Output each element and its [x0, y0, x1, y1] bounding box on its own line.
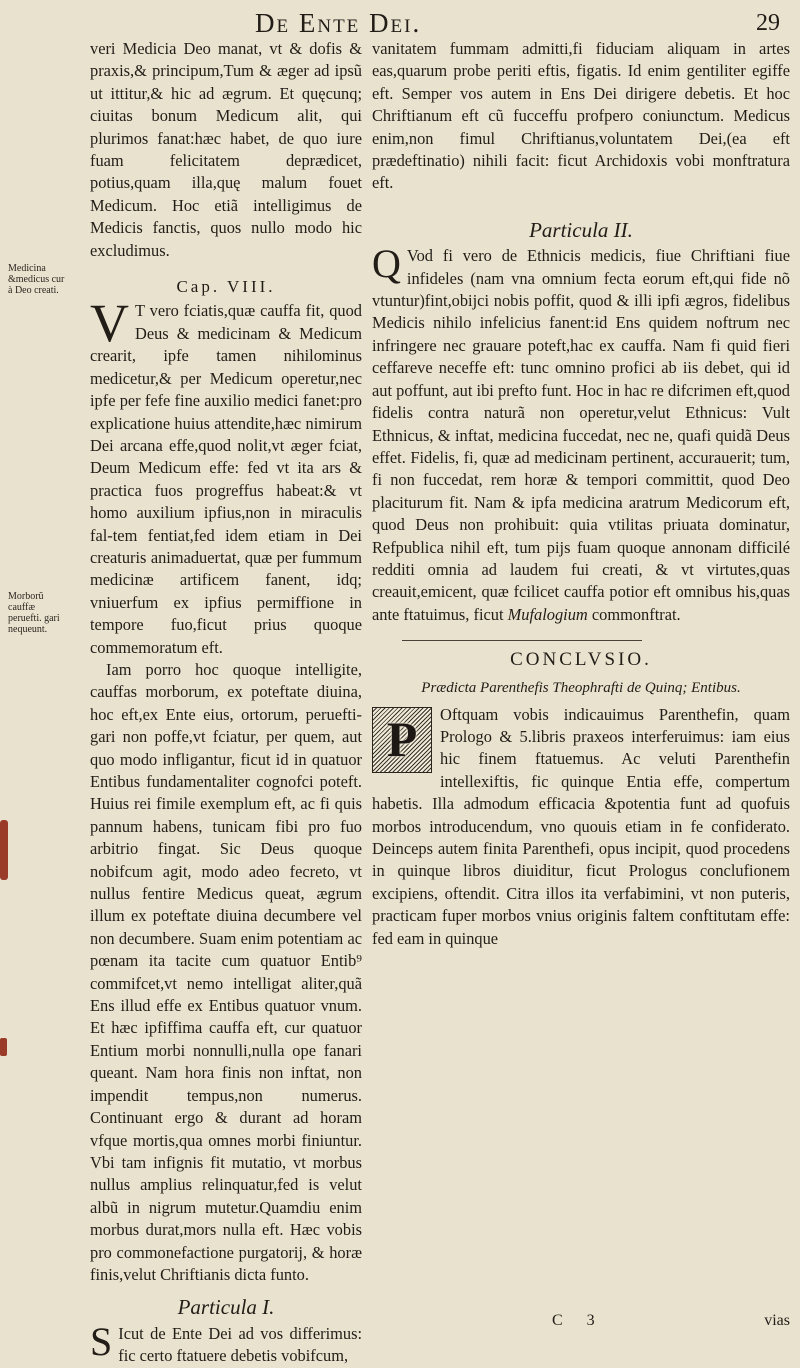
paragraph: veri Medicia Deo manat, vt & dofis & praxis,& principum,Tum & æger ad ipsũ ut ittitur,& hic ad ægrum. Et quęcunq; ciuitas bonum Medicum alit, qui plurimos fanat:hæc habet, de quo iure fuam felicitatem deprædicet, potius,quam illa,quę malum fouet Medicum. Hoc etiã intelligimus de Medicis fanctis, quos nullo modo hic excludimus. [90, 39, 362, 260]
page-number: 29 [756, 10, 780, 36]
divider [402, 640, 642, 641]
ornamental-initial [372, 707, 432, 773]
running-title: De Ente Dei. [255, 8, 422, 38]
drop-capital: S [90, 1318, 113, 1364]
paragraph [90, 1318, 362, 1368]
paragraph-text: Iam porro hoc quoque intelligite, cauffas morborum, ex poteftate diuina, hoc eft,ex Ente eius, ortorum, peruefti-gari non poffe,vt fciatur, per quem, aut quo modo infligantur, ficut id in quatuor Entibus fundamentaliter cognofci poteft. Huius rei fimile exemplum eft, ac fi quis pannum habens, tunicam fibi pro fuo arbitrio fingat. Sic Deus quoque nobifcum agit, modo adeo fecreto, vt nullus fentire Medicus queat, ægrum illum ex poteftate diuina decumbere vel non decumbere. Suam enim potentiam ac pœnam ita tacite cum quatuor Entib⁹ commifcet,vt nemo intelligat aliter,quã Ens illud effe ex Entibus quatuor vnum. Et hæc ipfiffima cauffa eft, cur quatuor Entium morbi nonnulli,nulla ope fanari queant. Nam hora finis non inftat, non impendit tempus,non numerus. Continuant ergo & durant ad horam vfque mortis,qua omnes morbi finiuntur. Vbi tam infignis fit mutatio, vt morbus nullus amplius relinquatur,fed is velut albũ in nigrum mutetur.Quamdiu enim morbus durat,mors nulla eft. Hæc vobis pro commonefactione purgatorij, & horæ finis,velut Chriftianis dicta funto. [90, 659, 362, 1284]
conclusio-heading: CONCLVSIO. [510, 649, 652, 671]
paragraph: vanitatem fummam admitti,fi fiduciam aliquam in artes eas,quarum probe periti eftis, figatis. Id enim gentiliter egiffe eft. Semper vos autem in Ens Dei dirigere debetis. Et hoc Chriftianum eft cũ fucceffu profpero coniunctum. Medicus enim,non fimul Chriftianus,voluntatem Dei,(ea eft prædeftinatio) nihili facit: ficut Archidoxis vobi monftratura eft. [372, 39, 790, 193]
margin-note-2: Morborũ cauffæ peruefti. gari nequeunt. [8, 591, 60, 635]
conclusio-subheading: Prædicta Parenthefis Theophrafti de Quinq; Entibus. [421, 679, 741, 696]
drop-capital: Q [372, 241, 401, 287]
margin-note-1: Medicina &medicus cur à Deo creati. [8, 263, 65, 296]
section-heading: Particula I. [177, 1295, 275, 1320]
ornamental-initial-letter: P [386, 710, 418, 767]
paragraph-text: Vod fi vero de Ethnicis medicis, fiue Chriftiani fiue infideles (nam vna omnium fecta eorum eft,qui fide nõ vtuntur)fint,obijci nobis poffit, quod & illi ipfi ægros, fidelibus Medicis nihilo infelicius fanent:id Ens quidem noftrum nec infringere nec grauare poteft,hac ex cauffa. Nam fi quid fieri ceffareve neceffe eft: tunc omnino profici ab iis debet, qui id aut poffunt, aut ibi prefto funt. Hoc in hac re difcrimen eft,quod fidelis contra naturã non operetur,velut Ethnicus: Vult Ethnicus, & inftat, medicina fuccedat, nec ne, quafi quidã Deus effet. Fidelis, fi, quæ ad medicinam pertinent, accurauerit; tum, fi non fuccedat, rem horæ & tempori committit, quod Deo placiturum fit. Nam & ipfa medicina aratrum Medicorum eft, quod Deus non prohibuit: quia vtilitas priuata dominatur, Refpublica nihil eft, tum pijs fuam quoque annonam difficilé redditi omnia ad laudem fui creati, & vt virtutes,quas creauit,emicent, quæ fcilicet cauffa potior eft omnibus his,quas ante ftatuimus, ficut [372, 246, 790, 624]
drop-capital: V [90, 293, 129, 354]
right-column [372, 38, 790, 950]
paragraph [372, 241, 790, 626]
paragraph-text: Oftquam vobis indicauimus Parenthefin, quam Prologo & 5.libris praxeos interferuimus: iam eius hic finem ftatuemus. Ac veluti Parenthefin intellexiftis, fic quinque Entia effe, compertum habetis. Illa admodum efficacia &potentia funt ad quofuis morbos introducendum, vno quouis etiam in fe confiderato. Deinceps autem finita Parenthefi, opus incipit, quod procedens in quinque libros diuiditur, ficut Prologus conclufionem excipiens, oftendit. Citra illos ita verfabimini, vt non puteris, practicam fuper morbos vnius originis faltem conftitutam effe: fed eam in quinque [372, 704, 790, 948]
catchword: vias [764, 1312, 790, 1329]
paragraph [372, 704, 790, 950]
signature-mark: C 3 [552, 1312, 605, 1329]
paragraph [90, 659, 362, 1286]
section-heading: Particula II. [529, 217, 633, 242]
chapter-heading: Cap. VIII. [176, 277, 276, 297]
paragraph-text: Icut de Ente Dei ad vos differimus: fic certo ftatuere debetis vobifcum, [118, 1323, 362, 1366]
paragraph [90, 293, 362, 659]
paragraph-text: commonftrat. [587, 604, 681, 624]
italic-title: Mufalogium [507, 604, 588, 624]
left-column [90, 38, 362, 1368]
red-stain-mark [0, 820, 8, 880]
page-header [255, 8, 780, 42]
red-stain-mark [0, 1038, 7, 1056]
paragraph-text: T vero fciatis,quæ cauffa fit, quod Deus & medicinam & Medicum crearit, ipfe tamen nihilominus medicetur,& per Medicum operetur,nec ipfe per fefe fine auxilio medici fanet:pro explicatione huius attendite,hæc nimirum Dei arcana effe,quod nolit,vt æger fciat, Deum Medicum effe: fed vt ita ars & practica fuos progreffus habeat:& vt homo auxilium ipfius,non in miraculis fal-tem fentiat,fed idem etiam in Dei creaturis animaduertat, quæ per fummum medicinæ artificem fanent, idq; vniuerfum ex ipfius permiffione in tempore fuo,ficut prius quoque commemoratum eft. [90, 301, 362, 657]
